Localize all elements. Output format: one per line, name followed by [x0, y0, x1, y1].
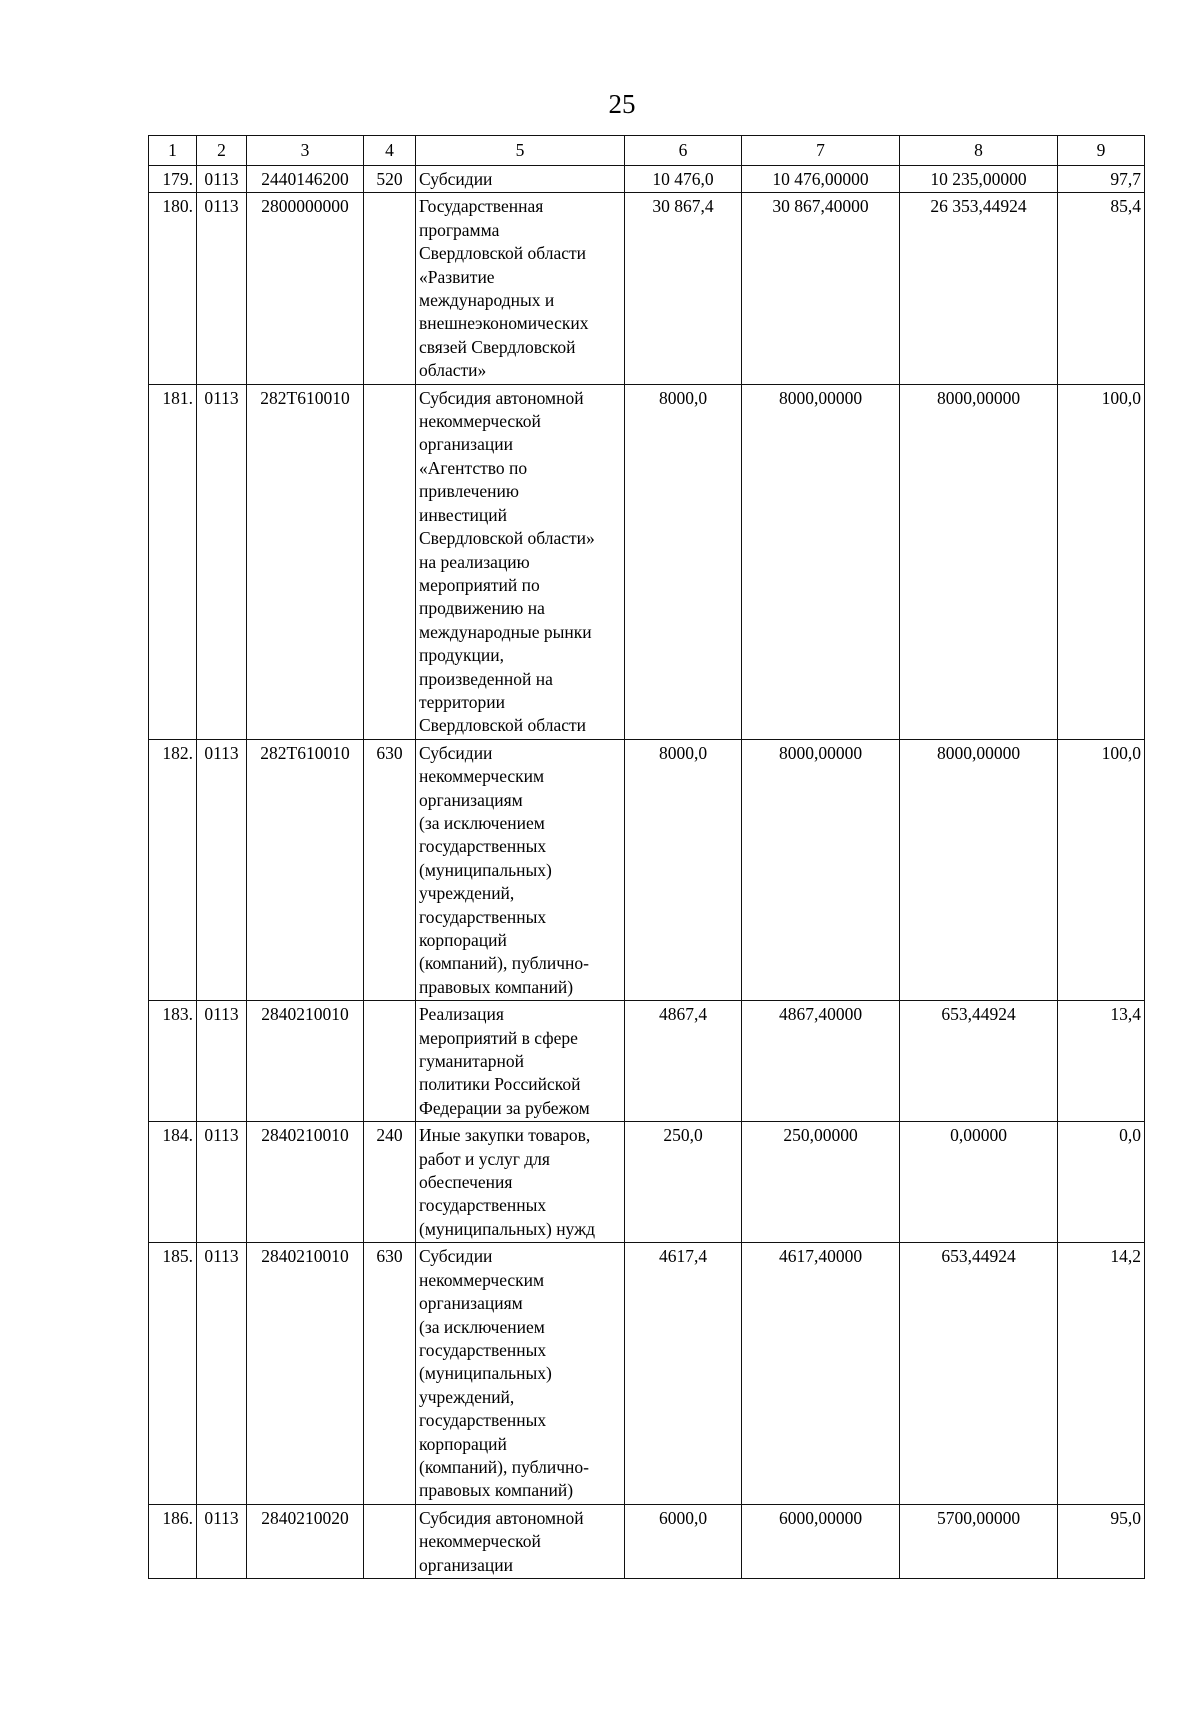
execution-percent-cell: 0,0	[1058, 1122, 1145, 1243]
budget-table	[148, 135, 1145, 1579]
executed-amount-cell: 8000,00000	[900, 384, 1058, 739]
executed-amount-cell: 26 353,44924	[900, 193, 1058, 384]
execution-percent-cell: 85,4	[1058, 193, 1145, 384]
table-row	[149, 193, 1145, 384]
expense-type-cell: 630	[364, 739, 416, 1000]
header-col-8: 8	[900, 136, 1058, 166]
header-col-3: 3	[247, 136, 364, 166]
execution-percent-cell: 95,0	[1058, 1504, 1145, 1578]
row-number-cell: 185.	[149, 1243, 197, 1504]
executed-amount-cell: 5700,00000	[900, 1504, 1058, 1578]
budget-list-amount-cell: 6000,00000	[742, 1504, 900, 1578]
table-row	[149, 166, 1145, 193]
budget-list-amount-cell: 8000,00000	[742, 739, 900, 1000]
expense-type-cell	[364, 384, 416, 739]
item-name-cell: Субсидия автономной некоммерческой организации «Агентство по привлечению инвестиций Свердловской области» на реализацию мероприятий по продвижению на международные рынки продукции, произведенной на территории Свердловской области	[416, 384, 625, 739]
header-col-4: 4	[364, 136, 416, 166]
section-code-cell: 0113	[197, 166, 247, 193]
executed-amount-cell: 653,44924	[900, 1001, 1058, 1122]
expense-type-cell: 630	[364, 1243, 416, 1504]
row-number-cell: 180.	[149, 193, 197, 384]
table-row	[149, 1122, 1145, 1243]
planned-amount-cell: 8000,0	[625, 384, 742, 739]
table-row	[149, 1243, 1145, 1504]
target-article-cell: 2840210010	[247, 1243, 364, 1504]
planned-amount-cell: 4867,4	[625, 1001, 742, 1122]
item-name-cell: Субсидии некоммерческим организациям (за исключением государственных (муниципальных) учреждений, государственных корпораций (компаний), публично- правовых компаний)	[416, 1243, 625, 1504]
executed-amount-cell: 8000,00000	[900, 739, 1058, 1000]
executed-amount-cell: 653,44924	[900, 1243, 1058, 1504]
budget-list-amount-cell: 250,00000	[742, 1122, 900, 1243]
table-row	[149, 739, 1145, 1000]
header-row	[149, 136, 1145, 166]
planned-amount-cell: 8000,0	[625, 739, 742, 1000]
page-number: 25	[608, 89, 636, 119]
target-article-cell: 282Т610010	[247, 739, 364, 1000]
planned-amount-cell: 6000,0	[625, 1504, 742, 1578]
header-col-9: 9	[1058, 136, 1145, 166]
planned-amount-cell: 4617,4	[625, 1243, 742, 1504]
expense-type-cell: 240	[364, 1122, 416, 1243]
item-name-cell: Субсидии некоммерческим организациям (за исключением государственных (муниципальных) учреждений, государственных корпораций (компаний), публично- правовых компаний)	[416, 739, 625, 1000]
section-code-cell: 0113	[197, 1122, 247, 1243]
executed-amount-cell: 10 235,00000	[900, 166, 1058, 193]
section-code-cell: 0113	[197, 1001, 247, 1122]
expense-type-cell	[364, 1001, 416, 1122]
executed-amount-cell: 0,00000	[900, 1122, 1058, 1243]
execution-percent-cell: 14,2	[1058, 1243, 1145, 1504]
expense-type-cell	[364, 193, 416, 384]
header-col-2: 2	[197, 136, 247, 166]
target-article-cell: 2840210010	[247, 1001, 364, 1122]
planned-amount-cell: 250,0	[625, 1122, 742, 1243]
header-col-7: 7	[742, 136, 900, 166]
section-code-cell: 0113	[197, 1243, 247, 1504]
item-name-cell: Государственная программа Свердловской области «Развитие международных и внешнеэкономических связей Свердловской области»	[416, 193, 625, 384]
item-name-cell: Реализация мероприятий в сфере гуманитарной политики Российской Федерации за рубежом	[416, 1001, 625, 1122]
expense-type-cell	[364, 1504, 416, 1578]
table-row	[149, 384, 1145, 739]
budget-list-amount-cell: 8000,00000	[742, 384, 900, 739]
execution-percent-cell: 100,0	[1058, 739, 1145, 1000]
section-code-cell: 0113	[197, 384, 247, 739]
row-number-cell: 186.	[149, 1504, 197, 1578]
budget-list-amount-cell: 30 867,40000	[742, 193, 900, 384]
expense-type-cell: 520	[364, 166, 416, 193]
target-article-cell: 2840210020	[247, 1504, 364, 1578]
header-col-1: 1	[149, 136, 197, 166]
budget-list-amount-cell: 4617,40000	[742, 1243, 900, 1504]
header-col-5: 5	[416, 136, 625, 166]
target-article-cell: 2440146200	[247, 166, 364, 193]
budget-list-amount-cell: 4867,40000	[742, 1001, 900, 1122]
item-name-cell: Иные закупки товаров, работ и услуг для обеспечения государственных (муниципальных) нужд	[416, 1122, 625, 1243]
row-number-cell: 184.	[149, 1122, 197, 1243]
row-number-cell: 179.	[149, 166, 197, 193]
execution-percent-cell: 13,4	[1058, 1001, 1145, 1122]
item-name-cell: Субсидии	[416, 166, 625, 193]
item-name-cell: Субсидия автономной некоммерческой организации	[416, 1504, 625, 1578]
execution-percent-cell: 100,0	[1058, 384, 1145, 739]
planned-amount-cell: 10 476,0	[625, 166, 742, 193]
budget-list-amount-cell: 10 476,00000	[742, 166, 900, 193]
table-row	[149, 1504, 1145, 1578]
section-code-cell: 0113	[197, 1504, 247, 1578]
header-col-6: 6	[625, 136, 742, 166]
target-article-cell: 2840210010	[247, 1122, 364, 1243]
row-number-cell: 181.	[149, 384, 197, 739]
target-article-cell: 282Т610010	[247, 384, 364, 739]
planned-amount-cell: 30 867,4	[625, 193, 742, 384]
section-code-cell: 0113	[197, 739, 247, 1000]
row-number-cell: 183.	[149, 1001, 197, 1122]
execution-percent-cell: 97,7	[1058, 166, 1145, 193]
section-code-cell: 0113	[197, 193, 247, 384]
row-number-cell: 182.	[149, 739, 197, 1000]
target-article-cell: 2800000000	[247, 193, 364, 384]
table-row	[149, 1001, 1145, 1122]
